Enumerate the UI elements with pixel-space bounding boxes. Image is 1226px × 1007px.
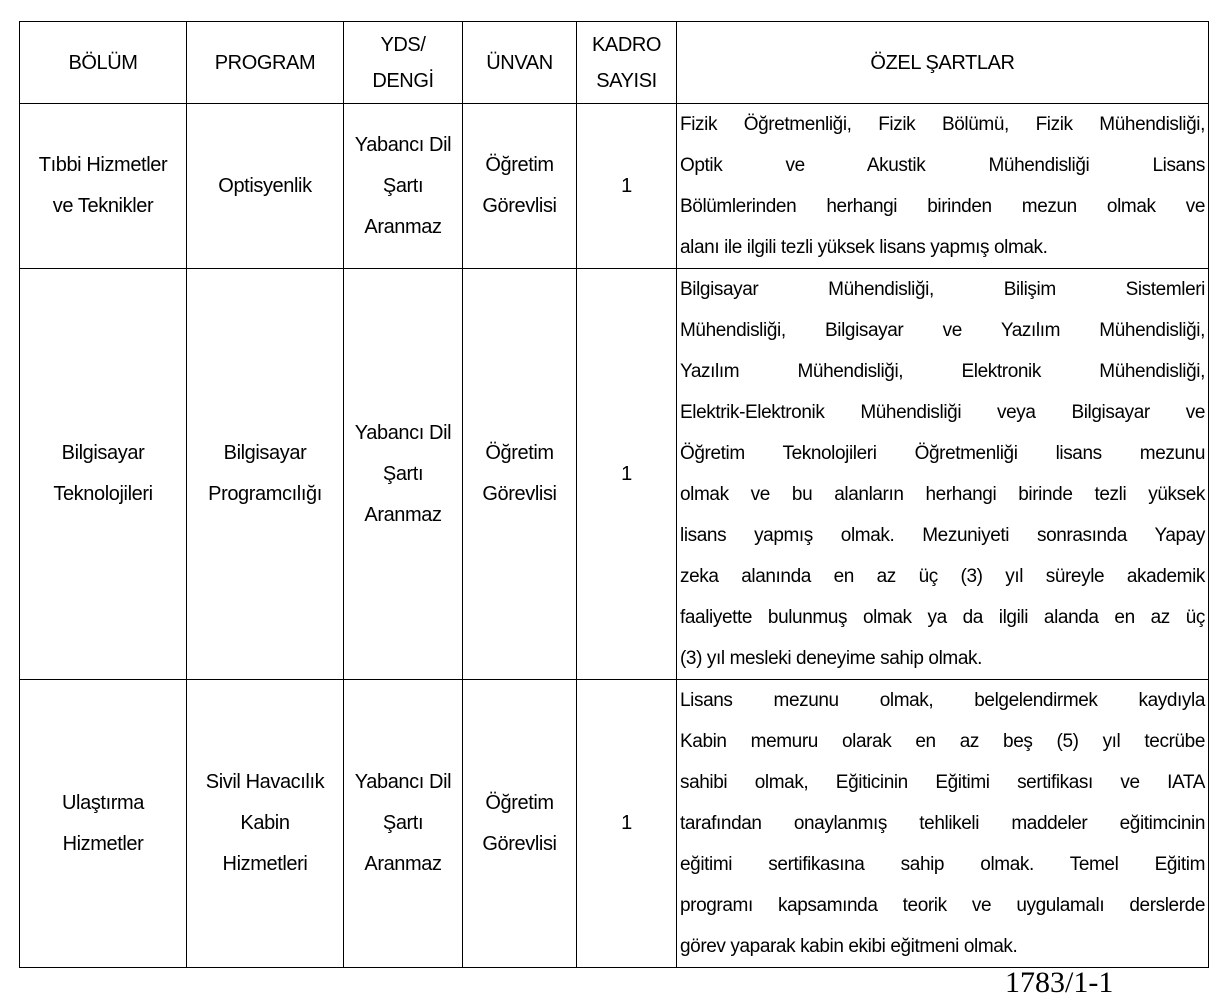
header-program: PROGRAM [187, 22, 344, 104]
bolum-line: Bilgisayar [61, 442, 145, 464]
header-row [20, 22, 1209, 104]
requirement-line: Yazılım Mühendisliği, Elektronik Mühendisliği, [680, 361, 1205, 382]
cell-program [187, 680, 344, 968]
requirement-line: Bilgisayar Mühendisliği, Bilişim Sistemleri [680, 279, 1205, 300]
requirement-line: sahibi olmak, Eğiticinin Eğitimi sertifikası ve IATA [680, 772, 1205, 793]
header-kadro-line: SAYISI [596, 69, 657, 92]
cell-kadro [577, 104, 677, 269]
unvan-line: Öğretim [485, 442, 554, 464]
cell-kadro [577, 269, 677, 680]
cell-yds [344, 269, 463, 680]
yds-line: Aranmaz [364, 215, 442, 238]
cell-bolum [20, 104, 187, 269]
requirement-line: Bölümlerinden herhangi birinden mezun olmak ve [680, 196, 1205, 217]
unvan-line: Öğretim [485, 154, 554, 176]
requirement-line: Fizik Öğretmenliği, Fizik Bölümü, Fizik Mühendisliği, [680, 114, 1205, 135]
program-line: Sivil Havacılık [205, 771, 325, 793]
cell-unvan [463, 680, 577, 968]
kadro-line: 1 [621, 462, 632, 485]
requirement-line: Kabin memuru olarak en az beş (5) yıl tecrübe [680, 731, 1205, 752]
yds-line: Aranmaz [364, 503, 442, 526]
header-kadro-line: KADRO [591, 33, 662, 56]
header-yds [344, 22, 463, 104]
cell-yds [344, 104, 463, 269]
header-ozel: ÖZEL ŞARTLAR [677, 22, 1209, 104]
cell-bolum [20, 680, 187, 968]
bolum-line: Tıbbi Hizmetler [38, 154, 168, 176]
requirement-line: (3) yıl mesleki deneyime sahip olmak. [680, 648, 982, 669]
requirement-line: programı kapsamında teorik ve uygulamalı derslerde [680, 895, 1205, 916]
yds-line: Şartı [382, 812, 424, 834]
header-yds-line: YDS/ [380, 33, 426, 56]
cell-bolum [20, 269, 187, 680]
unvan-line: Öğretim [485, 791, 554, 814]
table-row [20, 104, 1209, 269]
cell-program [187, 104, 344, 269]
bolum-line: Ulaştırma [62, 791, 144, 814]
cell-unvan [463, 104, 577, 269]
unvan-line: Görevlisi [482, 483, 557, 505]
yds-line: Şartı [382, 462, 424, 485]
program-line: Kabin [240, 812, 290, 834]
requirement-line: Optik ve Akustik Mühendisliği Lisans [680, 155, 1205, 176]
program-line: Optisyenlik [218, 174, 312, 197]
unvan-line: Görevlisi [482, 832, 557, 855]
requirement-line: eğitimi sertifikasına sahip olmak. Temel Eğitim [680, 854, 1205, 875]
yds-line: Yabancı Dil [354, 133, 452, 156]
yds-line: Şartı [382, 174, 424, 197]
requirement-line: olmak ve bu alanların herhangi birinde tezli yüksek [680, 484, 1205, 505]
cell-ozel-sartlar [677, 680, 1209, 968]
requirement-line: Mühendisliği, Bilgisayar ve Yazılım Mühendisliği, [680, 320, 1205, 341]
table-row [20, 680, 1209, 968]
requirement-line: alanı ile ilgili tezli yüksek lisans yapmış olmak. [680, 237, 1048, 258]
cell-unvan [463, 269, 577, 680]
kadro-line: 1 [621, 174, 632, 197]
requirement-line: tarafından onaylanmış tehlikeli maddeler eğitimcinin [680, 813, 1205, 834]
bolum-line: ve Teknikler [52, 195, 154, 217]
requirement-line: Öğretim Teknolojileri Öğretmenliği lisans mezunu [680, 443, 1205, 464]
requirement-line: faaliyette bulunmuş olmak ya da ilgili alanda en az üç [680, 607, 1205, 628]
yds-line: Yabancı Dil [354, 771, 452, 793]
header-bolum: BÖLÜM [20, 22, 187, 104]
cell-ozel-sartlar [677, 104, 1209, 269]
cell-ozel-sartlar [677, 269, 1209, 680]
positions-table [19, 21, 1209, 968]
bolum-line: Hizmetler [62, 832, 144, 855]
requirement-line: Lisans mezunu olmak, belgelendirmek kaydıyla [680, 690, 1205, 711]
yds-line: Yabancı Dil [354, 421, 452, 444]
kadro-line: 1 [621, 812, 632, 834]
requirement-line: lisans yapmış olmak. Mezuniyeti sonrasında Yapay [680, 525, 1205, 546]
cell-kadro [577, 680, 677, 968]
yds-line: Aranmaz [364, 853, 442, 875]
cell-yds [344, 680, 463, 968]
cell-program [187, 269, 344, 680]
document-number: 1783/1-1 [1005, 966, 1114, 999]
program-line: Bilgisayar [223, 442, 307, 464]
program-line: Hizmetleri [222, 853, 308, 875]
bolum-line: Teknolojileri [53, 483, 153, 505]
requirement-line: görev yaparak kabin ekibi eğitmeni olmak. [680, 936, 1018, 957]
requirement-line: Elektrik-Elektronik Mühendisliği veya Bilgisayar ve [680, 402, 1205, 423]
unvan-line: Görevlisi [482, 195, 557, 217]
requirement-line: zeka alanında en az üç (3) yıl süreyle akademik [680, 566, 1205, 587]
header-kadro [577, 22, 677, 104]
table-row [20, 269, 1209, 680]
program-line: Programcılığı [208, 483, 322, 505]
header-yds-line: DENGİ [372, 69, 434, 92]
header-unvan: ÜNVAN [463, 22, 577, 104]
